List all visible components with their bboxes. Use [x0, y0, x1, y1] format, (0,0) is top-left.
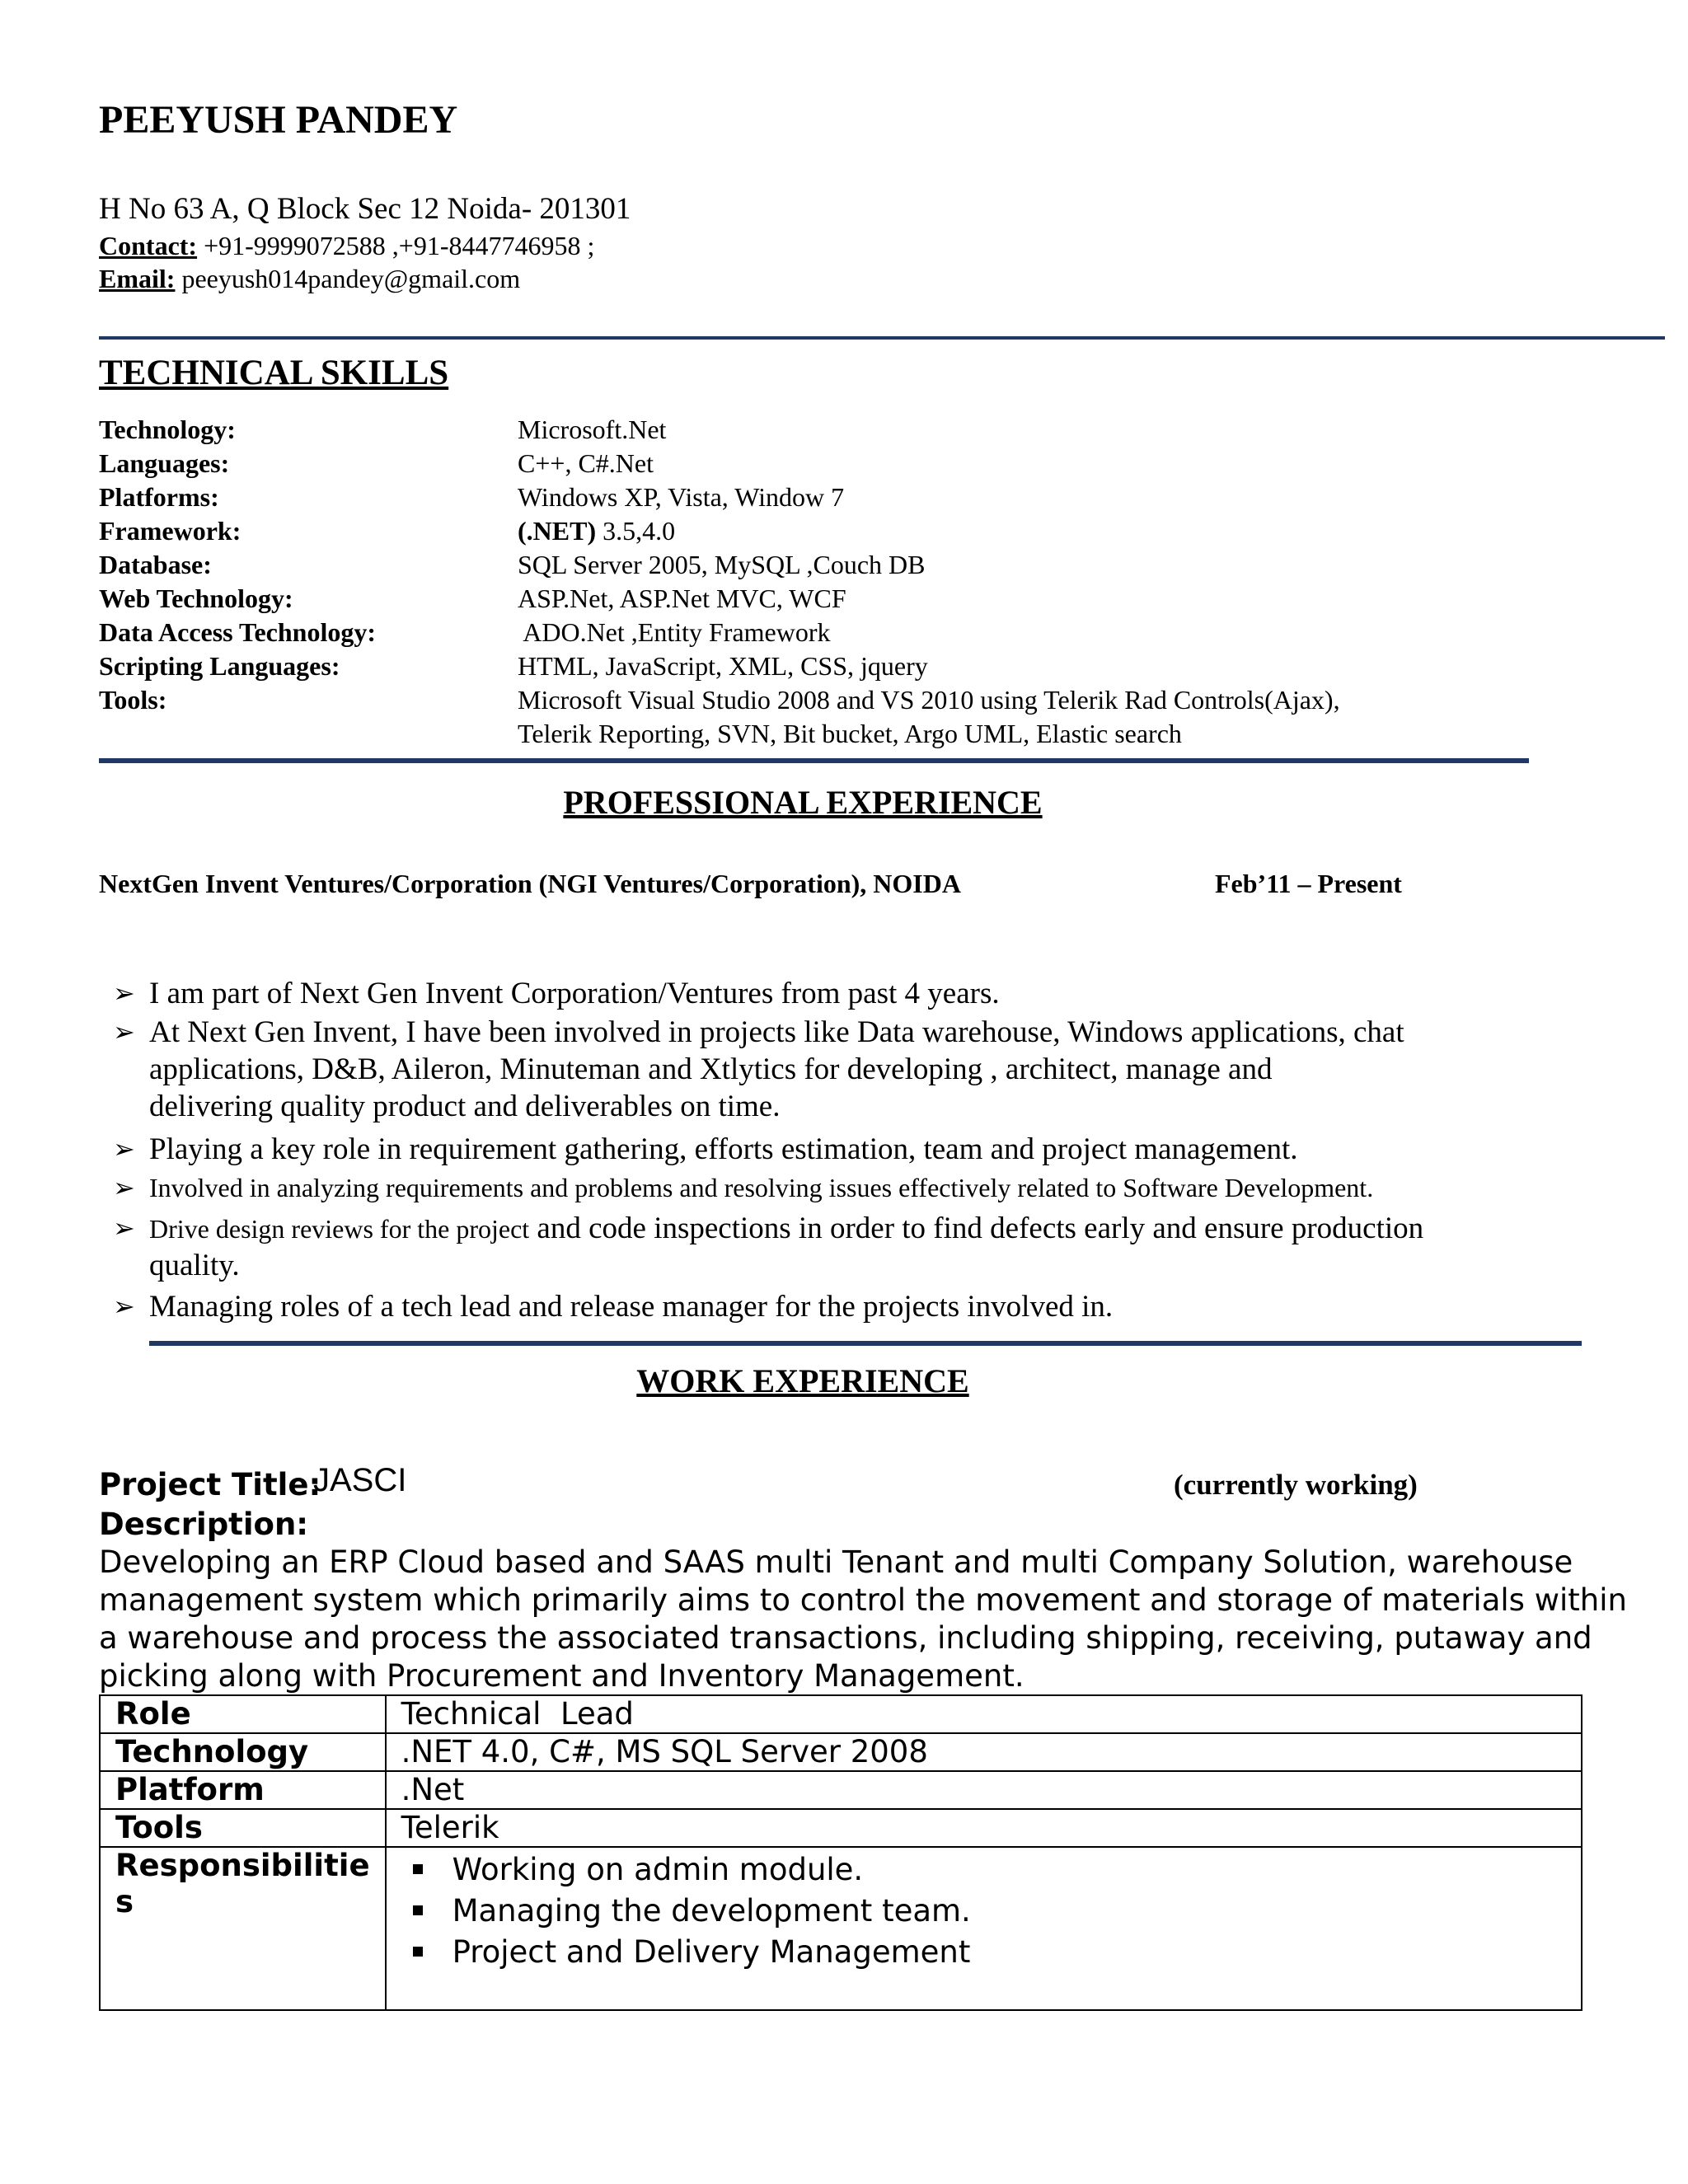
- email-label: Email:: [99, 264, 176, 293]
- bullet-text: I am part of Next Gen Invent Corporation/Ventures from past 4 years.: [149, 977, 1000, 1010]
- company-name: NextGen Invent Ventures/Corporation (NGI Ventures/Corporation), NOIDA: [99, 869, 961, 898]
- skill-value: Windows XP, Vista, Window 7: [518, 482, 845, 512]
- responsibility-text: Working on admin module.: [452, 1852, 864, 1887]
- table-value: Technical Lead: [386, 1695, 1582, 1733]
- description-label: Description:: [99, 1507, 309, 1542]
- skill-value: [518, 516, 675, 546]
- bullet-text: delivering quality product and deliverables on time.: [149, 1090, 781, 1123]
- skill-value-bold: (.NET): [518, 516, 597, 546]
- bullet-text: At Next Gen Invent, I have been involved in projects like Data warehouse, Windows applications, chat: [149, 1015, 1404, 1049]
- description-line: management system which primarily aims to control the movement and storage of materials within: [99, 1582, 1627, 1618]
- contact-line: [99, 231, 594, 261]
- square-bullet-icon: [413, 1864, 423, 1874]
- divider: [99, 336, 1665, 340]
- skill-label: Platforms:: [99, 482, 219, 512]
- table-value: [386, 1847, 1582, 2010]
- arrow-bullet-icon: ➢: [113, 1213, 135, 1243]
- project-title-label: Project Title:: [99, 1467, 321, 1502]
- employment-dates: Feb’11 – Present: [1215, 869, 1402, 898]
- square-bullet-icon: [413, 1947, 423, 1957]
- divider: [99, 758, 1529, 763]
- arrow-bullet-icon: ➢: [113, 1291, 135, 1321]
- description-line: a warehouse and process the associated transactions, including shipping, receiving, putaway and: [99, 1620, 1592, 1656]
- table-row: [100, 1809, 1582, 1847]
- arrow-bullet-icon: ➢: [113, 1017, 135, 1047]
- project-details-table: [99, 1694, 1582, 2011]
- skill-label: Framework:: [99, 516, 241, 546]
- arrow-bullet-icon: ➢: [113, 978, 135, 1008]
- skill-value: HTML, JavaScript, XML, CSS, jquery: [518, 651, 928, 681]
- bullet-text: applications, D&B, Aileron, Minuteman and Xtlytics for developing , architect, manage and: [149, 1052, 1273, 1086]
- skill-value: ADO.Net ,Entity Framework: [518, 617, 831, 647]
- skill-label: Languages:: [99, 448, 230, 478]
- skill-value: C++, C#.Net: [518, 448, 654, 478]
- responsibility-text: Project and Delivery Management: [452, 1934, 971, 1970]
- responsibilities-list: [401, 1849, 1566, 1973]
- bullet-text: [149, 1210, 1423, 1248]
- list-item: [401, 1932, 1566, 1973]
- description-line: picking along with Procurement and Inventory Management.: [99, 1658, 1025, 1694]
- square-bullet-icon: [413, 1905, 423, 1915]
- skill-label: Scripting Languages:: [99, 651, 340, 681]
- arrow-bullet-icon: ➢: [113, 1134, 135, 1164]
- project-status: (currently working): [1174, 1469, 1418, 1501]
- skill-label: Web Technology:: [99, 583, 293, 613]
- email-line: [99, 264, 520, 294]
- skill-value-line2: Telerik Reporting, SVN, Bit bucket, Argo UML, Elastic search: [518, 719, 1182, 748]
- bullet-text: Involved in analyzing requirements and problems and resolving issues effectively related to Software Development.: [149, 1173, 1374, 1202]
- divider: [149, 1341, 1582, 1346]
- bullet-text: Playing a key role in requirement gathering, efforts estimation, team and project management.: [149, 1132, 1298, 1166]
- skill-value: SQL Server 2005, MySQL ,Couch DB: [518, 550, 926, 579]
- bullet-text-small: Drive design reviews for the project: [149, 1214, 530, 1244]
- technical-skills-heading: TECHNICAL SKILLS: [99, 354, 449, 392]
- table-key: Platform: [100, 1771, 386, 1809]
- table-row: [100, 1695, 1582, 1733]
- table-row: [100, 1733, 1582, 1771]
- table-key: Role: [100, 1695, 386, 1733]
- skill-value: Microsoft.Net: [518, 415, 667, 444]
- table-key: Technology: [100, 1733, 386, 1771]
- table-row: [100, 1847, 1582, 2010]
- bullet-text-rest: and code inspections in order to find defects early and ensure production: [529, 1212, 1424, 1245]
- table-key: Tools: [100, 1809, 386, 1847]
- skill-label: Database:: [99, 550, 212, 579]
- work-experience-heading: WORK EXPERIENCE: [636, 1362, 969, 1399]
- skill-label: Technology:: [99, 415, 236, 444]
- contact-label: Contact:: [99, 231, 198, 260]
- skill-label: Tools:: [99, 685, 167, 715]
- table-value: .NET 4.0, C#, MS SQL Server 2008: [386, 1733, 1582, 1771]
- table-key: Responsibilitie s: [100, 1847, 386, 2010]
- list-item: [401, 1849, 1566, 1891]
- skill-value: Microsoft Visual Studio 2008 and VS 2010 using Telerik Rad Controls(Ajax),: [518, 685, 1340, 715]
- contact-value: +91-9999072588 ,+91-8447746958 ;: [197, 231, 595, 260]
- bullet-text: quality.: [149, 1249, 240, 1282]
- skill-label: Data Access Technology:: [99, 617, 376, 647]
- professional-experience-heading: PROFESSIONAL EXPERIENCE: [563, 784, 1043, 821]
- description-line: Developing an ERP Cloud based and SAAS multi Tenant and multi Company Solution, warehouse: [99, 1544, 1573, 1580]
- candidate-name: PEEYUSH PANDEY: [99, 98, 458, 142]
- skill-value: ASP.Net, ASP.Net MVC, WCF: [518, 583, 846, 613]
- table-value: Telerik: [386, 1809, 1582, 1847]
- table-value: .Net: [386, 1771, 1582, 1809]
- email-value: peeyush014pandey@gmail.com: [175, 264, 521, 293]
- bullet-text: Managing roles of a tech lead and release manager for the projects involved in.: [149, 1290, 1114, 1324]
- list-item: [401, 1891, 1566, 1932]
- address: H No 63 A, Q Block Sec 12 Noida- 201301: [99, 192, 631, 226]
- responsibility-text: Managing the development team.: [452, 1893, 971, 1929]
- table-row: [100, 1771, 1582, 1809]
- project-title: JASCI: [313, 1462, 407, 1498]
- skill-value-rest: 3.5,4.0: [596, 516, 676, 546]
- arrow-bullet-icon: ➢: [113, 1173, 135, 1202]
